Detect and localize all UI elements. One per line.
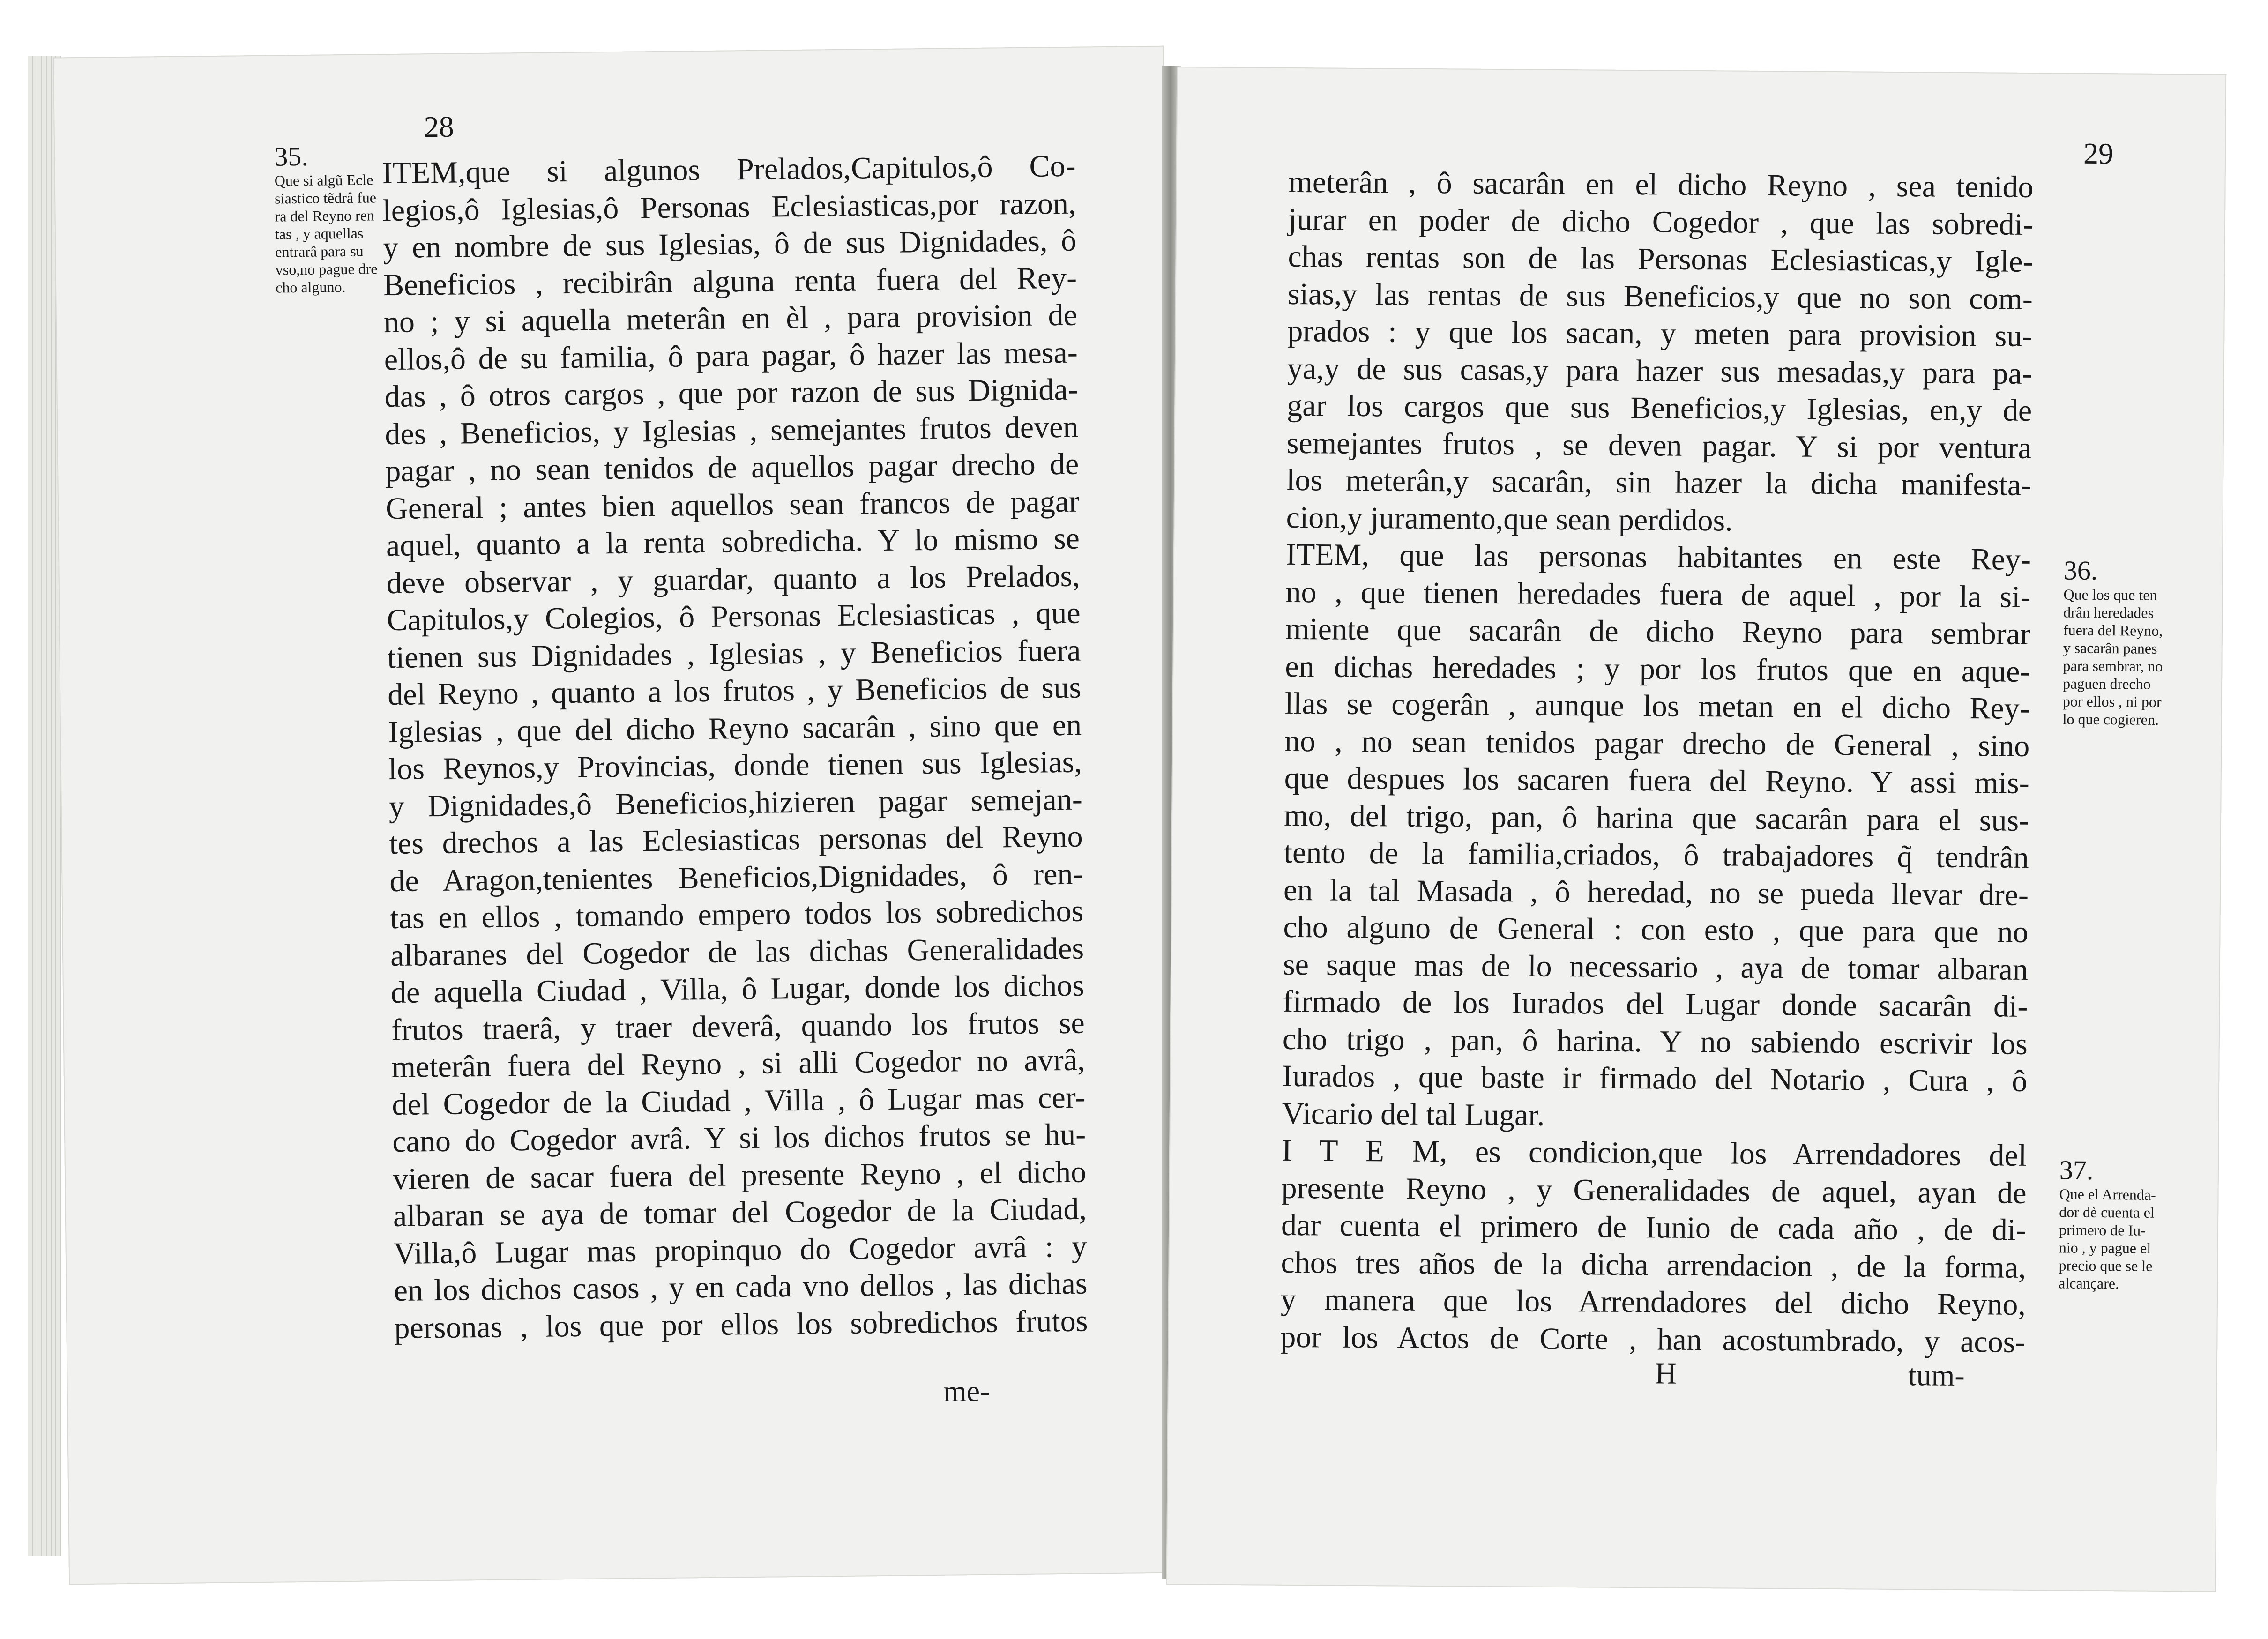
catchword: tum- [1908,1358,1965,1393]
marginal-note-line: alcançare. [2059,1274,2119,1292]
text-line: no , no sean tenidos pagar drecho de General , sino [1284,723,2030,763]
marginal-note-line: fuera del Reyno, [2063,621,2163,639]
text-line: mo, del trigo, pan, ô harina que sacarân para el sus- [1283,798,2029,838]
text-line: no , que tienen heredades fuera de aquel , por la si- [1285,574,2031,614]
text-line: gar los cargos que sus Beneficios,y Iglesias, en,y de [1287,388,2032,428]
text-line: Beneficios , recibirân alguna renta fuera del Rey- [383,261,1077,302]
marginal-note-line: Que los que ten [2063,586,2157,603]
text-line: Iurados , que baste ir firmado del Notario , Cura , ô [1282,1058,2028,1098]
text-line: albaranes del Cogedor de las dichas Generalidades [390,931,1084,973]
text-line: chos tres años de la dicha arrendacion , de la forma, [1281,1245,2026,1285]
text-line: se saque mas de lo necessario , aya de tomar albaran [1283,947,2029,987]
text-line: por los Actos de Corte , han acostumbrado, y acos- [1280,1319,2026,1359]
marginal-note-line: cho alguno. [275,278,346,296]
text-line: y Dignidades,ô Beneficios,hizieren pagar semejan- [388,782,1083,824]
text-line: y en nombre de sus Iglesias, ô de sus Dignidades, ô [382,223,1077,265]
marginal-note-35 [274,141,381,296]
text-line: y manera que los Arrendadores del dicho Reyno, [1280,1282,2026,1322]
page-number: 29 [2083,136,2114,171]
marginal-note-36 [2063,555,2200,729]
text-line: ellos,ô de su familia, ô para pagar, ô hazer las mesa- [384,335,1078,377]
text-line: jurar en poder de dicho Cogedor , que las sobredi- [1288,202,2034,242]
text-line: frutos traerâ, y traer deverâ, quando los frutos se [391,1006,1085,1047]
text-line: General ; antes bien aquellos sean francos de pagar [385,484,1080,526]
text-line: de aquella Ciudad , Villa, ô Lugar, donde los dichos [390,968,1085,1010]
marginal-note-number: 35. [274,141,309,172]
text-line: Iglesias , que del dicho Reyno sacarân , sino que en [388,708,1082,749]
text-line: en los dichos casos , y en cada vno dellos , las dichas [394,1266,1088,1308]
marginal-note-line: Que si algũ Ecle [274,171,373,189]
marginal-note-line: por ellos , ni por [2062,693,2162,710]
text-line: semejantes frutos , se deven pagar. Y si por ventura [1286,425,2032,465]
text-line: los meterân,y sacarân, sin hazer la dicha manifesta- [1286,462,2032,502]
marginal-note-line: paguen drecho [2063,675,2151,693]
marginal-note-line: precio que se le [2059,1257,2153,1274]
text-line: ITEM,que si algunos Prelados,Capitulos,ô Co- [382,149,1076,191]
text-line: meterân , ô sacarân en el dicho Reyno , sea tenido [1288,164,2034,204]
main-text-block [1280,164,2034,1361]
text-line: vieren de sacar fuera del presente Reyno , el dicho [392,1155,1087,1196]
text-line: I T E M, es condicion,que los Arrendadores del [1281,1133,2027,1173]
text-line: tienen sus Dignidades , Iglesias , y Beneficios fuera [387,633,1081,675]
text-line: cion,y juramento,que sean perdidos. [1286,500,1733,538]
text-line: en la tal Masada , ô heredad, no se pueda llevar dre- [1283,872,2029,912]
text-line: dar cuenta el primero de Iunio de cada año , de di- [1281,1207,2027,1247]
right-page [1166,67,2227,1592]
text-line: ITEM, que las personas habitantes en este Rey- [1285,537,2031,577]
text-line: deve observar , y guardar, quanto a los Prelados, [386,559,1081,600]
text-line: Villa,ô Lugar mas propinquo do Cogedor avrâ : y [393,1229,1088,1271]
text-line: aquel, quanto a la renta sobredicha. Y lo mismo se [386,521,1080,563]
text-line: firmado de los Iurados del Lugar donde sacarân di- [1283,984,2028,1024]
text-line: das , ô otros cargos , que por razon de sus Dignida- [384,372,1078,414]
catchword: me- [943,1374,990,1408]
text-line: que despues los sacaren fuera del Reyno. Y assi mis- [1284,760,2029,800]
text-line: en dichas heredades ; y por los frutos que en aque- [1285,649,2030,689]
marginal-note-line: entrarâ para su [275,242,364,261]
text-line: legios,ô Iglesias,ô Personas Eclesiasticas,por razon, [382,186,1076,228]
text-line: chas rentas son de las Personas Eclesiasticas,y Igle- [1288,239,2033,279]
signature-mark: H [1655,1356,1677,1390]
marginal-note-line: y sacarân panes [2063,639,2157,657]
main-text-block [382,148,1088,1347]
text-line: sias,y las rentas de sus Beneficios,y que no son com- [1287,276,2033,316]
marginal-note-line: tas , y aquellas [275,224,364,243]
text-line: prados : y que los sacan, y meten para provision su- [1287,313,2033,353]
text-line: del Reyno , quanto a los frutos , y Beneficios de sus [387,670,1082,712]
marginal-note-line: dor dè cuenta el [2059,1203,2155,1221]
marginal-note-line: vso,no pague dre [275,260,378,278]
text-line: presente Reyno , y Generalidades de aquel, ayan de [1281,1170,2027,1210]
text-line: llas se cogerân , aunque los metan en el dicho Rey- [1284,686,2030,726]
text-line: del Cogedor de la Ciudad , Villa , ô Lugar mas cer- [392,1080,1086,1122]
text-line: tento de la familia,criados, ô trabajadores q̃ tendrân [1283,835,2029,875]
text-line: tes drechos a las Eclesiasticas personas del Reyno [389,819,1083,861]
marginal-note-line: para sembrar, no [2063,657,2163,675]
text-line: personas , los que por ellos los sobredichos frutos [394,1304,1088,1345]
marginal-note-37 [2059,1155,2195,1293]
text-line: Vicario del tal Lugar. [1282,1096,1545,1132]
marginal-note-line: nio , y pague el [2059,1239,2151,1257]
text-line: cho trigo , pan, ô harina. Y no sabiendo escrivir los [1282,1021,2028,1061]
text-line: miente que sacarân de dicho Reyno para sembrar [1285,611,2031,651]
text-line: de Aragon,tenientes Beneficios,Dignidades, ô ren- [389,857,1083,898]
text-line: no ; y si aquella meterân en èl , para provision de [383,298,1078,340]
text-line: Capitulos,y Colegios, ô Personas Eclesiasticas , que [387,596,1081,638]
left-page [53,46,1179,1585]
marginal-note-line: ra del Reyno ren [275,207,375,225]
marginal-note-line: lo que cogieren. [2062,710,2159,728]
marginal-note-number: 37. [2059,1155,2094,1185]
text-line: ya,y de sus casas,y para hazer sus mesadas,y para pa- [1287,351,2033,391]
page-number: 28 [424,110,454,144]
marginal-note-number: 36. [2063,555,2098,586]
text-line: pagar , no sean tenidos de aquellos pagar drecho de [385,447,1079,489]
text-line: cho alguno de General : con esto , que para que no [1283,909,2029,949]
text-line: los Reynos,y Provincias, donde tienen sus Iglesias, [388,745,1082,787]
text-line: meterân fuera del Reyno , si alli Cogedor no avrâ, [391,1043,1085,1085]
text-line: des , Beneficios, y Iglesias , semejantes frutos deven [385,410,1079,451]
marginal-note-line: siastico tẽdrâ fue [274,189,377,207]
marginal-note-line: drân heredades [2063,603,2154,621]
text-line: cano do Cogedor avrâ. Y si los dichos frutos se hu- [392,1117,1086,1159]
text-line: tas en ellos , tomando empero todos los sobredichos [389,894,1084,936]
marginal-note-line: primero de Iu- [2059,1221,2146,1239]
marginal-note-line: Que el Arrenda- [2059,1185,2156,1203]
text-line: albaran se aya de tomar del Cogedor de la Ciudad, [393,1192,1087,1234]
